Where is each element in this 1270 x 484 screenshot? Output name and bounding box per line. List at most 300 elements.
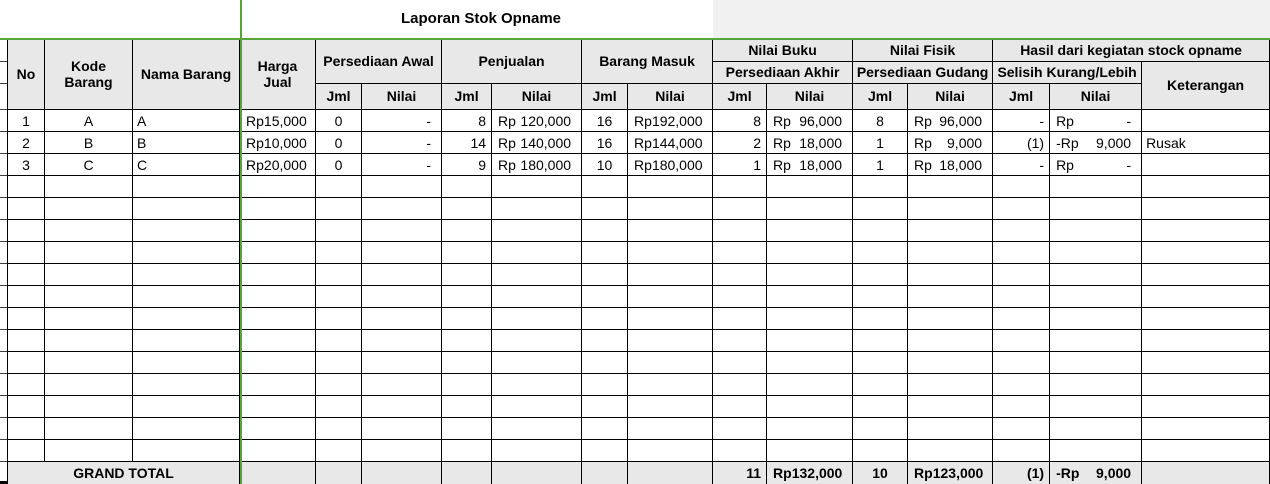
cell-e5-pa_nilai[interactable] bbox=[362, 264, 442, 286]
header-jml[interactable]: Jml bbox=[582, 84, 628, 110]
cell-e7-nama[interactable] bbox=[133, 308, 240, 330]
cell-e5-pj_nilai[interactable] bbox=[492, 264, 582, 286]
cell-e3-nf_jml[interactable] bbox=[853, 220, 908, 242]
cell-e12-nama[interactable] bbox=[133, 418, 240, 440]
cell-e4-kode[interactable] bbox=[45, 242, 133, 264]
cell-e2-pa_jml[interactable] bbox=[316, 198, 362, 220]
header-barang-masuk[interactable]: Barang Masuk bbox=[582, 40, 713, 84]
cell-e9-kode[interactable] bbox=[45, 352, 133, 374]
header-selisih-kurang-lebih[interactable]: Selisih Kurang/Lebih bbox=[993, 62, 1142, 84]
cell-e6-sk_jml[interactable] bbox=[993, 286, 1050, 308]
cell-e8-harga[interactable] bbox=[240, 330, 316, 352]
cell-e9-no[interactable] bbox=[8, 352, 45, 374]
cell-e3-nf_nilai[interactable] bbox=[908, 220, 993, 242]
cell-e5-nf_jml[interactable] bbox=[853, 264, 908, 286]
cell-e11-pj_jml[interactable] bbox=[442, 396, 492, 418]
cell-r1-no[interactable]: 1 bbox=[8, 110, 45, 132]
cell-e3-bm_nilai[interactable] bbox=[628, 220, 713, 242]
cell-e10-ket[interactable] bbox=[1142, 374, 1270, 396]
cell-e1-nb_nilai[interactable] bbox=[767, 176, 853, 198]
cell-e7-pj_jml[interactable] bbox=[442, 308, 492, 330]
cell-e8-bm_nilai[interactable] bbox=[628, 330, 713, 352]
cell-e11-nb_jml[interactable] bbox=[713, 396, 767, 418]
cell-e7-kode[interactable] bbox=[45, 308, 133, 330]
cell-r2-nf_nilai[interactable] bbox=[908, 132, 993, 154]
cell-r1-pa_jml[interactable]: 0 bbox=[316, 110, 362, 132]
cell-e6-no[interactable] bbox=[8, 286, 45, 308]
cell-e12-pj_nilai[interactable] bbox=[492, 418, 582, 440]
cell-e11-pj_nilai[interactable] bbox=[492, 396, 582, 418]
cell-e2-bm_nilai[interactable] bbox=[628, 198, 713, 220]
cell-e9-sk_nilai[interactable] bbox=[1050, 352, 1142, 374]
cell-e9-nama[interactable] bbox=[133, 352, 240, 374]
cell-e4-nb_jml[interactable] bbox=[713, 242, 767, 264]
cell-e9-pa_nilai[interactable] bbox=[362, 352, 442, 374]
cell-e3-pj_jml[interactable] bbox=[442, 220, 492, 242]
cell-r2-pj_jml[interactable]: 14 bbox=[442, 132, 492, 154]
cell-e12-kode[interactable] bbox=[45, 418, 133, 440]
cell-e4-pa_nilai[interactable] bbox=[362, 242, 442, 264]
cell-gt-bm_nilai[interactable] bbox=[628, 462, 713, 484]
cell-r2-nf_jml[interactable]: 1 bbox=[853, 132, 908, 154]
cell-e6-pa_nilai[interactable] bbox=[362, 286, 442, 308]
cell-e3-sk_jml[interactable] bbox=[993, 220, 1050, 242]
cell-r1-pj_nilai[interactable] bbox=[492, 110, 582, 132]
cell-e2-nama[interactable] bbox=[133, 198, 240, 220]
cell-e6-sk_nilai[interactable] bbox=[1050, 286, 1142, 308]
cell-e5-no[interactable] bbox=[8, 264, 45, 286]
cell-e8-pa_jml[interactable] bbox=[316, 330, 362, 352]
cell-e11-nama[interactable] bbox=[133, 396, 240, 418]
cell-r1-harga[interactable] bbox=[240, 110, 316, 132]
cell-r3-nf_jml[interactable]: 1 bbox=[853, 154, 908, 176]
cell-e11-nb_nilai[interactable] bbox=[767, 396, 853, 418]
cell-e7-pj_nilai[interactable] bbox=[492, 308, 582, 330]
cell-r2-bm_jml[interactable]: 16 bbox=[582, 132, 628, 154]
cell-e13-sk_jml[interactable] bbox=[993, 440, 1050, 462]
cell-r3-bm_nilai[interactable] bbox=[628, 154, 713, 176]
cell-e2-pa_nilai[interactable] bbox=[362, 198, 442, 220]
cell-gt-harga[interactable] bbox=[240, 462, 316, 484]
cell-e13-pj_nilai[interactable] bbox=[492, 440, 582, 462]
cell-e4-ket[interactable] bbox=[1142, 242, 1270, 264]
header-penjualan[interactable]: Penjualan bbox=[442, 40, 582, 84]
cell-e5-kode[interactable] bbox=[45, 264, 133, 286]
grand-total-label[interactable]: GRAND TOTAL bbox=[8, 462, 240, 484]
cell-r3-pa_jml[interactable]: 0 bbox=[316, 154, 362, 176]
cell-r2-pj_nilai[interactable] bbox=[492, 132, 582, 154]
report-title-cell[interactable]: Laporan Stok Opname bbox=[400, 10, 562, 27]
cell-r2-nama[interactable]: B bbox=[133, 132, 240, 154]
cell-e9-bm_jml[interactable] bbox=[582, 352, 628, 374]
cell-e13-pa_nilai[interactable] bbox=[362, 440, 442, 462]
cell-e13-sk_nilai[interactable] bbox=[1050, 440, 1142, 462]
cell-e6-bm_nilai[interactable] bbox=[628, 286, 713, 308]
cell-gt-sk_jml[interactable]: (1) bbox=[993, 462, 1050, 484]
cell-e6-kode[interactable] bbox=[45, 286, 133, 308]
cell-e2-nf_jml[interactable] bbox=[853, 198, 908, 220]
cell-e1-kode[interactable] bbox=[45, 176, 133, 198]
cell-gt-pa_jml[interactable] bbox=[316, 462, 362, 484]
cell-r1-bm_jml[interactable]: 16 bbox=[582, 110, 628, 132]
cell-e11-sk_nilai[interactable] bbox=[1050, 396, 1142, 418]
cell-e10-sk_nilai[interactable] bbox=[1050, 374, 1142, 396]
cell-e5-nb_jml[interactable] bbox=[713, 264, 767, 286]
header-jml[interactable]: Jml bbox=[993, 84, 1050, 110]
cell-r2-pa_jml[interactable]: 0 bbox=[316, 132, 362, 154]
cell-gt-pj_jml[interactable] bbox=[442, 462, 492, 484]
cell-e12-nf_jml[interactable] bbox=[853, 418, 908, 440]
cell-e9-harga[interactable] bbox=[240, 352, 316, 374]
header-nama-barang[interactable]: Nama Barang bbox=[133, 40, 240, 110]
cell-r1-nb_nilai[interactable] bbox=[767, 110, 853, 132]
cell-e13-nf_nilai[interactable] bbox=[908, 440, 993, 462]
cell-e11-bm_jml[interactable] bbox=[582, 396, 628, 418]
cell-e3-nb_nilai[interactable] bbox=[767, 220, 853, 242]
cell-r3-sk_jml[interactable]: - bbox=[993, 154, 1050, 176]
cell-e8-bm_jml[interactable] bbox=[582, 330, 628, 352]
cell-r2-pa_nilai[interactable] bbox=[362, 132, 442, 154]
cell-e8-nb_jml[interactable] bbox=[713, 330, 767, 352]
cell-e10-nb_jml[interactable] bbox=[713, 374, 767, 396]
cell-r1-sk_jml[interactable]: - bbox=[993, 110, 1050, 132]
cell-e5-pa_jml[interactable] bbox=[316, 264, 362, 286]
cell-e13-kode[interactable] bbox=[45, 440, 133, 462]
cell-e13-pj_jml[interactable] bbox=[442, 440, 492, 462]
cell-e9-nf_jml[interactable] bbox=[853, 352, 908, 374]
cell-e1-nf_jml[interactable] bbox=[853, 176, 908, 198]
cell-e6-nama[interactable] bbox=[133, 286, 240, 308]
cell-e10-bm_nilai[interactable] bbox=[628, 374, 713, 396]
cell-e4-sk_nilai[interactable] bbox=[1050, 242, 1142, 264]
cell-r3-pj_jml[interactable]: 9 bbox=[442, 154, 492, 176]
cell-e4-no[interactable] bbox=[8, 242, 45, 264]
cell-e2-bm_jml[interactable] bbox=[582, 198, 628, 220]
cell-e13-nama[interactable] bbox=[133, 440, 240, 462]
cell-e12-no[interactable] bbox=[8, 418, 45, 440]
cell-r2-kode[interactable]: B bbox=[45, 132, 133, 154]
cell-e4-pj_jml[interactable] bbox=[442, 242, 492, 264]
cell-e10-nb_nilai[interactable] bbox=[767, 374, 853, 396]
cell-e10-kode[interactable] bbox=[45, 374, 133, 396]
cell-e1-nama[interactable] bbox=[133, 176, 240, 198]
cell-e9-nb_nilai[interactable] bbox=[767, 352, 853, 374]
cell-e6-pj_nilai[interactable] bbox=[492, 286, 582, 308]
cell-e7-nb_jml[interactable] bbox=[713, 308, 767, 330]
cell-e1-pj_jml[interactable] bbox=[442, 176, 492, 198]
cell-e11-harga[interactable] bbox=[240, 396, 316, 418]
cell-r1-pa_nilai[interactable] bbox=[362, 110, 442, 132]
cell-gt-ket[interactable] bbox=[1142, 462, 1270, 484]
cell-e5-sk_nilai[interactable] bbox=[1050, 264, 1142, 286]
header-no[interactable]: No bbox=[8, 40, 45, 110]
cell-e3-nb_jml[interactable] bbox=[713, 220, 767, 242]
cell-e12-pa_nilai[interactable] bbox=[362, 418, 442, 440]
cell-e5-harga[interactable] bbox=[240, 264, 316, 286]
cell-e10-harga[interactable] bbox=[240, 374, 316, 396]
cell-e4-nama[interactable] bbox=[133, 242, 240, 264]
cell-e10-pj_nilai[interactable] bbox=[492, 374, 582, 396]
cell-e4-harga[interactable] bbox=[240, 242, 316, 264]
cell-e9-ket[interactable] bbox=[1142, 352, 1270, 374]
cell-r3-pj_nilai[interactable] bbox=[492, 154, 582, 176]
cell-r1-pj_jml[interactable]: 8 bbox=[442, 110, 492, 132]
cell-gt-bm_jml[interactable] bbox=[582, 462, 628, 484]
cell-e2-kode[interactable] bbox=[45, 198, 133, 220]
cell-r2-no[interactable]: 2 bbox=[8, 132, 45, 154]
cell-e8-pa_nilai[interactable] bbox=[362, 330, 442, 352]
cell-e7-pa_nilai[interactable] bbox=[362, 308, 442, 330]
cell-e9-bm_nilai[interactable] bbox=[628, 352, 713, 374]
cell-e6-nf_jml[interactable] bbox=[853, 286, 908, 308]
cell-e3-pj_nilai[interactable] bbox=[492, 220, 582, 242]
cell-e10-bm_jml[interactable] bbox=[582, 374, 628, 396]
cell-r3-pa_nilai[interactable] bbox=[362, 154, 442, 176]
cell-e5-nf_nilai[interactable] bbox=[908, 264, 993, 286]
cell-e12-pa_jml[interactable] bbox=[316, 418, 362, 440]
cell-e13-bm_nilai[interactable] bbox=[628, 440, 713, 462]
cell-e3-harga[interactable] bbox=[240, 220, 316, 242]
cell-r3-nb_nilai[interactable] bbox=[767, 154, 853, 176]
cell-e7-sk_nilai[interactable] bbox=[1050, 308, 1142, 330]
cell-r1-bm_nilai[interactable] bbox=[628, 110, 713, 132]
cell-e13-pa_jml[interactable] bbox=[316, 440, 362, 462]
cell-e9-nb_jml[interactable] bbox=[713, 352, 767, 374]
cell-e2-nb_jml[interactable] bbox=[713, 198, 767, 220]
cell-e7-bm_jml[interactable] bbox=[582, 308, 628, 330]
header-nilai[interactable]: Nilai bbox=[362, 84, 442, 110]
cell-e13-harga[interactable] bbox=[240, 440, 316, 462]
cell-e1-ket[interactable] bbox=[1142, 176, 1270, 198]
cell-e6-bm_jml[interactable] bbox=[582, 286, 628, 308]
cell-gt-nb_nilai[interactable] bbox=[767, 462, 853, 484]
cell-e12-sk_jml[interactable] bbox=[993, 418, 1050, 440]
cell-e2-pj_nilai[interactable] bbox=[492, 198, 582, 220]
cell-e3-ket[interactable] bbox=[1142, 220, 1270, 242]
cell-e7-nf_nilai[interactable] bbox=[908, 308, 993, 330]
cell-e6-nb_nilai[interactable] bbox=[767, 286, 853, 308]
cell-e4-sk_jml[interactable] bbox=[993, 242, 1050, 264]
header-hasil-stock-opname[interactable]: Hasil dari kegiatan stock opname bbox=[993, 40, 1270, 62]
cell-e12-bm_jml[interactable] bbox=[582, 418, 628, 440]
cell-e8-ket[interactable] bbox=[1142, 330, 1270, 352]
cell-r3-nf_nilai[interactable] bbox=[908, 154, 993, 176]
cell-e6-pa_jml[interactable] bbox=[316, 286, 362, 308]
cell-r2-sk_jml[interactable]: (1) bbox=[993, 132, 1050, 154]
cell-e1-bm_nilai[interactable] bbox=[628, 176, 713, 198]
cell-r1-ket[interactable] bbox=[1142, 110, 1270, 132]
cell-e8-sk_jml[interactable] bbox=[993, 330, 1050, 352]
cell-e2-nb_nilai[interactable] bbox=[767, 198, 853, 220]
cell-e6-harga[interactable] bbox=[240, 286, 316, 308]
header-jml[interactable]: Jml bbox=[853, 84, 908, 110]
cell-e2-nf_nilai[interactable] bbox=[908, 198, 993, 220]
header-jml[interactable]: Jml bbox=[316, 84, 362, 110]
cell-e12-nb_jml[interactable] bbox=[713, 418, 767, 440]
cell-gt-nb_jml[interactable]: 11 bbox=[713, 462, 767, 484]
cell-e3-nama[interactable] bbox=[133, 220, 240, 242]
cell-e13-nb_jml[interactable] bbox=[713, 440, 767, 462]
cell-e1-harga[interactable] bbox=[240, 176, 316, 198]
cell-e4-nf_jml[interactable] bbox=[853, 242, 908, 264]
cell-e6-ket[interactable] bbox=[1142, 286, 1270, 308]
header-jml[interactable]: Jml bbox=[442, 84, 492, 110]
cell-r3-nama[interactable]: C bbox=[133, 154, 240, 176]
cell-e11-ket[interactable] bbox=[1142, 396, 1270, 418]
cell-r2-harga[interactable] bbox=[240, 132, 316, 154]
cell-e12-nf_nilai[interactable] bbox=[908, 418, 993, 440]
cell-gt-nf_jml[interactable]: 10 bbox=[853, 462, 908, 484]
cell-gt-pa_nilai[interactable] bbox=[362, 462, 442, 484]
cell-e5-bm_nilai[interactable] bbox=[628, 264, 713, 286]
cell-gt-nf_nilai[interactable] bbox=[908, 462, 993, 484]
cell-e3-kode[interactable] bbox=[45, 220, 133, 242]
cell-e11-nf_nilai[interactable] bbox=[908, 396, 993, 418]
cell-e10-pj_jml[interactable] bbox=[442, 374, 492, 396]
header-kode-barang[interactable]: Kode Barang bbox=[45, 40, 133, 110]
cell-e10-no[interactable] bbox=[8, 374, 45, 396]
header-nilai-fisik[interactable]: Nilai Fisik bbox=[853, 40, 993, 62]
cell-e8-pj_jml[interactable] bbox=[442, 330, 492, 352]
cell-r1-nb_jml[interactable]: 8 bbox=[713, 110, 767, 132]
cell-e11-sk_jml[interactable] bbox=[993, 396, 1050, 418]
cell-r3-bm_jml[interactable]: 10 bbox=[582, 154, 628, 176]
cell-e1-pa_jml[interactable] bbox=[316, 176, 362, 198]
cell-e7-sk_jml[interactable] bbox=[993, 308, 1050, 330]
cell-e11-bm_nilai[interactable] bbox=[628, 396, 713, 418]
cell-e4-bm_jml[interactable] bbox=[582, 242, 628, 264]
header-nilai[interactable]: Nilai bbox=[492, 84, 582, 110]
cell-r2-ket[interactable]: Rusak bbox=[1142, 132, 1270, 154]
cell-e1-pj_nilai[interactable] bbox=[492, 176, 582, 198]
cell-e11-no[interactable] bbox=[8, 396, 45, 418]
cell-e1-sk_nilai[interactable] bbox=[1050, 176, 1142, 198]
cell-e2-harga[interactable] bbox=[240, 198, 316, 220]
cell-e1-no[interactable] bbox=[8, 176, 45, 198]
cell-e7-nf_jml[interactable] bbox=[853, 308, 908, 330]
header-nilai[interactable]: Nilai bbox=[908, 84, 993, 110]
cell-e6-pj_jml[interactable] bbox=[442, 286, 492, 308]
cell-r1-nf_nilai[interactable] bbox=[908, 110, 993, 132]
cell-e7-bm_nilai[interactable] bbox=[628, 308, 713, 330]
header-persediaan-awal[interactable]: Persediaan Awal bbox=[316, 40, 442, 84]
cell-e5-nama[interactable] bbox=[133, 264, 240, 286]
cell-e5-nb_nilai[interactable] bbox=[767, 264, 853, 286]
cell-e13-ket[interactable] bbox=[1142, 440, 1270, 462]
cell-r3-harga[interactable] bbox=[240, 154, 316, 176]
header-harga-jual[interactable]: Harga Jual bbox=[240, 40, 316, 110]
cell-e4-bm_nilai[interactable] bbox=[628, 242, 713, 264]
cell-e2-sk_nilai[interactable] bbox=[1050, 198, 1142, 220]
cell-e1-nf_nilai[interactable] bbox=[908, 176, 993, 198]
cell-r1-sk_nilai[interactable] bbox=[1050, 110, 1142, 132]
header-persediaan-akhir[interactable]: Persediaan Akhir bbox=[713, 62, 853, 84]
cell-e8-nf_jml[interactable] bbox=[853, 330, 908, 352]
cell-e2-sk_jml[interactable] bbox=[993, 198, 1050, 220]
cell-e12-ket[interactable] bbox=[1142, 418, 1270, 440]
cell-e8-nb_nilai[interactable] bbox=[767, 330, 853, 352]
cell-e12-pj_jml[interactable] bbox=[442, 418, 492, 440]
cell-e1-pa_nilai[interactable] bbox=[362, 176, 442, 198]
cell-e3-sk_nilai[interactable] bbox=[1050, 220, 1142, 242]
cell-r3-sk_nilai[interactable] bbox=[1050, 154, 1142, 176]
cell-e9-pa_jml[interactable] bbox=[316, 352, 362, 374]
cell-e7-ket[interactable] bbox=[1142, 308, 1270, 330]
cell-e11-pa_nilai[interactable] bbox=[362, 396, 442, 418]
cell-e2-pj_jml[interactable] bbox=[442, 198, 492, 220]
cell-e11-nf_jml[interactable] bbox=[853, 396, 908, 418]
cell-e8-kode[interactable] bbox=[45, 330, 133, 352]
cell-r3-nb_jml[interactable]: 1 bbox=[713, 154, 767, 176]
cell-e1-sk_jml[interactable] bbox=[993, 176, 1050, 198]
cell-e9-sk_jml[interactable] bbox=[993, 352, 1050, 374]
cell-e5-bm_jml[interactable] bbox=[582, 264, 628, 286]
cell-e3-pa_jml[interactable] bbox=[316, 220, 362, 242]
header-nilai[interactable]: Nilai bbox=[767, 84, 853, 110]
cell-e2-ket[interactable] bbox=[1142, 198, 1270, 220]
cell-e10-sk_jml[interactable] bbox=[993, 374, 1050, 396]
cell-r3-no[interactable]: 3 bbox=[8, 154, 45, 176]
cell-e3-no[interactable] bbox=[8, 220, 45, 242]
cell-e9-nf_nilai[interactable] bbox=[908, 352, 993, 374]
cell-e12-bm_nilai[interactable] bbox=[628, 418, 713, 440]
cell-e13-nf_jml[interactable] bbox=[853, 440, 908, 462]
cell-r1-kode[interactable]: A bbox=[45, 110, 133, 132]
cell-e8-nf_nilai[interactable] bbox=[908, 330, 993, 352]
cell-e9-pj_nilai[interactable] bbox=[492, 352, 582, 374]
cell-e13-bm_jml[interactable] bbox=[582, 440, 628, 462]
cell-e6-nb_jml[interactable] bbox=[713, 286, 767, 308]
cell-e8-sk_nilai[interactable] bbox=[1050, 330, 1142, 352]
cell-e12-harga[interactable] bbox=[240, 418, 316, 440]
cell-e10-nama[interactable] bbox=[133, 374, 240, 396]
cell-r3-ket[interactable] bbox=[1142, 154, 1270, 176]
cell-gt-sk_nilai[interactable] bbox=[1050, 462, 1142, 484]
header-jml[interactable]: Jml bbox=[713, 84, 767, 110]
cell-e12-sk_nilai[interactable] bbox=[1050, 418, 1142, 440]
cell-e10-pa_nilai[interactable] bbox=[362, 374, 442, 396]
cell-e7-pa_jml[interactable] bbox=[316, 308, 362, 330]
header-nilai[interactable]: Nilai bbox=[628, 84, 713, 110]
cell-e7-no[interactable] bbox=[8, 308, 45, 330]
cell-e5-sk_jml[interactable] bbox=[993, 264, 1050, 286]
cell-gt-pj_nilai[interactable] bbox=[492, 462, 582, 484]
cell-e11-pa_jml[interactable] bbox=[316, 396, 362, 418]
cell-r2-nb_jml[interactable]: 2 bbox=[713, 132, 767, 154]
cell-r1-nf_jml[interactable]: 8 bbox=[853, 110, 908, 132]
cell-e4-nb_nilai[interactable] bbox=[767, 242, 853, 264]
header-persediaan-gudang[interactable]: Persediaan Gudang bbox=[853, 62, 993, 84]
cell-e8-pj_nilai[interactable] bbox=[492, 330, 582, 352]
cell-e9-pj_jml[interactable] bbox=[442, 352, 492, 374]
cell-e3-bm_jml[interactable] bbox=[582, 220, 628, 242]
cell-e12-nb_nilai[interactable] bbox=[767, 418, 853, 440]
cell-e8-nama[interactable] bbox=[133, 330, 240, 352]
header-keterangan[interactable]: Keterangan bbox=[1142, 62, 1270, 110]
cell-e1-bm_jml[interactable] bbox=[582, 176, 628, 198]
cell-r1-nama[interactable]: A bbox=[133, 110, 240, 132]
header-nilai[interactable]: Nilai bbox=[1050, 84, 1142, 110]
cell-e13-nb_nilai[interactable] bbox=[767, 440, 853, 462]
cell-e4-nf_nilai[interactable] bbox=[908, 242, 993, 264]
cell-e10-nf_nilai[interactable] bbox=[908, 374, 993, 396]
cell-e7-nb_nilai[interactable] bbox=[767, 308, 853, 330]
cell-e8-no[interactable] bbox=[8, 330, 45, 352]
cell-e5-pj_jml[interactable] bbox=[442, 264, 492, 286]
cell-r2-bm_nilai[interactable] bbox=[628, 132, 713, 154]
cell-e10-nf_jml[interactable] bbox=[853, 374, 908, 396]
cell-e13-no[interactable] bbox=[8, 440, 45, 462]
